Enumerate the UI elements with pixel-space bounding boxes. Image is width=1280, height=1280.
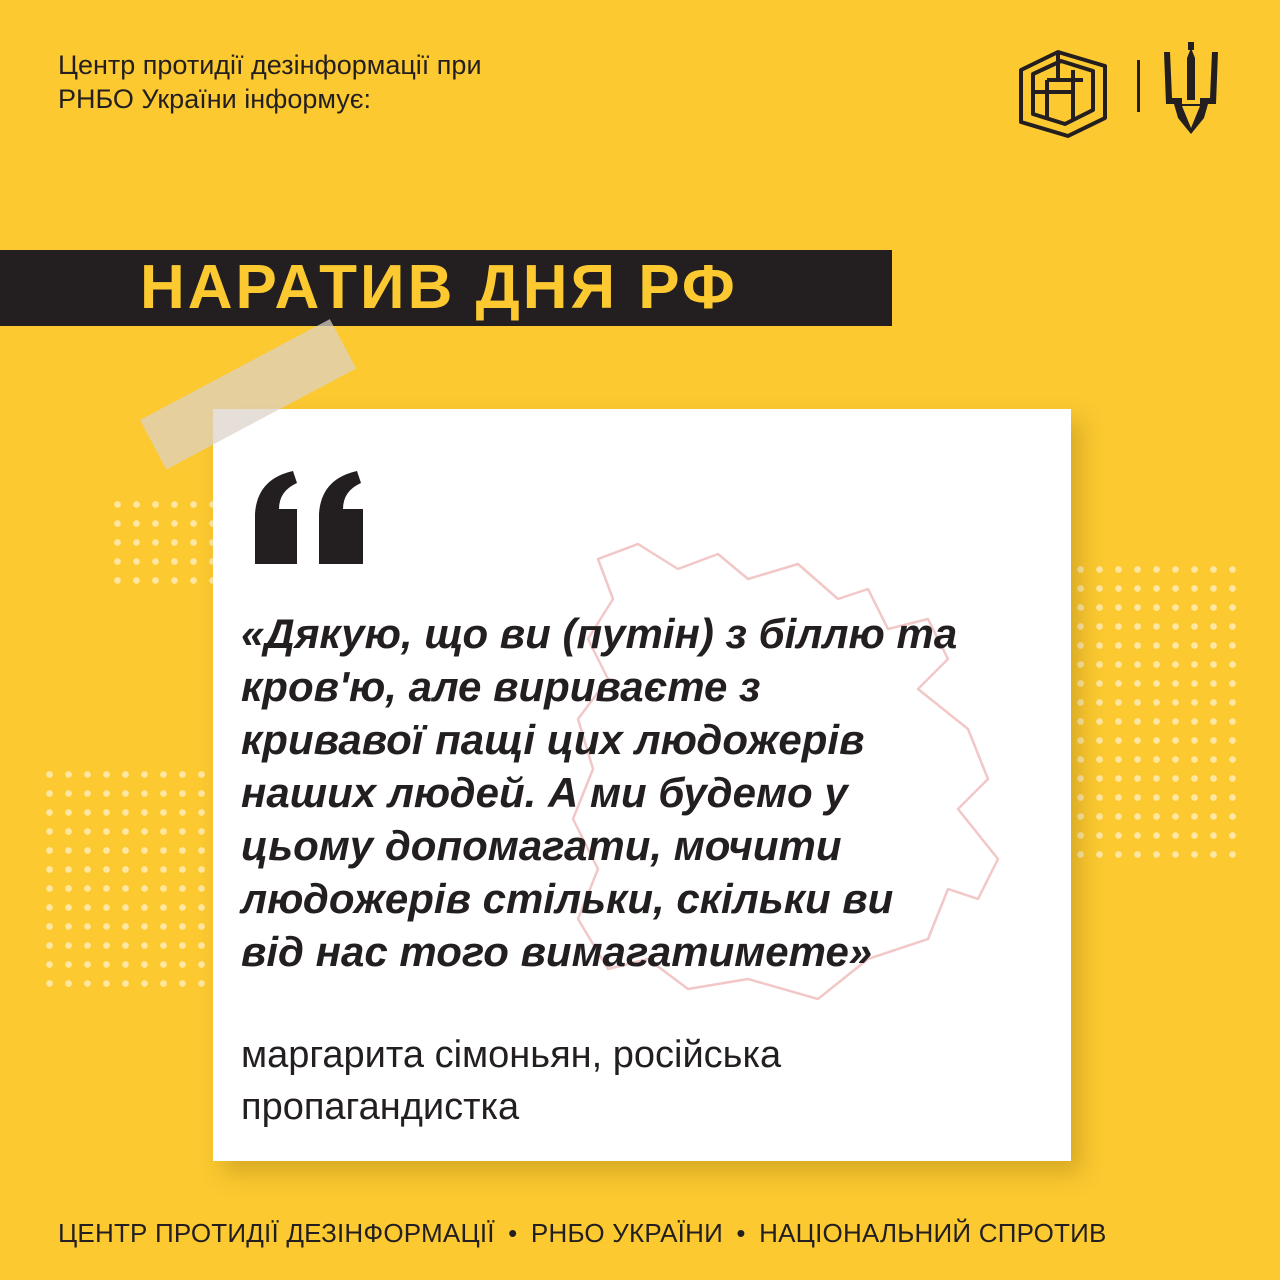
quote-author [241,1029,1021,1133]
footer-bullet-2: • [736,1218,746,1248]
page-title: НАРАТИВ ДНЯ РФ [140,253,738,322]
author-line-2: пропагандистка [241,1086,520,1128]
header-line-2: РНБО України інформує: [58,84,372,114]
quote-mark-icon [253,469,373,579]
dot-pattern-upper-left [108,495,213,585]
footer-credits [58,1216,1238,1250]
footer-bullet-1: • [508,1218,518,1248]
author-line-1: маргарита сімоньян, російська [241,1034,782,1076]
dot-pattern-right [1071,560,1241,870]
quote-card [213,409,1071,1161]
footer-part-3: НАЦІОНАЛЬНИЙ СПРОТИВ [759,1218,1107,1248]
footer-part-2: РНБО УКРАЇНИ [530,1218,723,1248]
impossible-cube-logo-icon [1013,40,1113,140]
header-line-1: Центр протидії дезінформації при [58,50,482,80]
dot-pattern-left [40,765,215,990]
logo-separator [1137,60,1140,112]
quote-text: «Дякую, що ви (путін) з біллю та кров'ю, але вириваєте з кривавої пащі цих людожерів наших людей. А ми будемо у цьому допомагати, мочити людожерів стільки, скільки ви від нас того вимагатимете» [241,610,958,975]
trident-coat-of-arms-icon [1160,38,1222,138]
header-org-text [58,48,618,116]
footer-part-1: ЦЕНТР ПРОТИДІЇ ДЕЗІНФОРМАЦІЇ [58,1218,495,1248]
